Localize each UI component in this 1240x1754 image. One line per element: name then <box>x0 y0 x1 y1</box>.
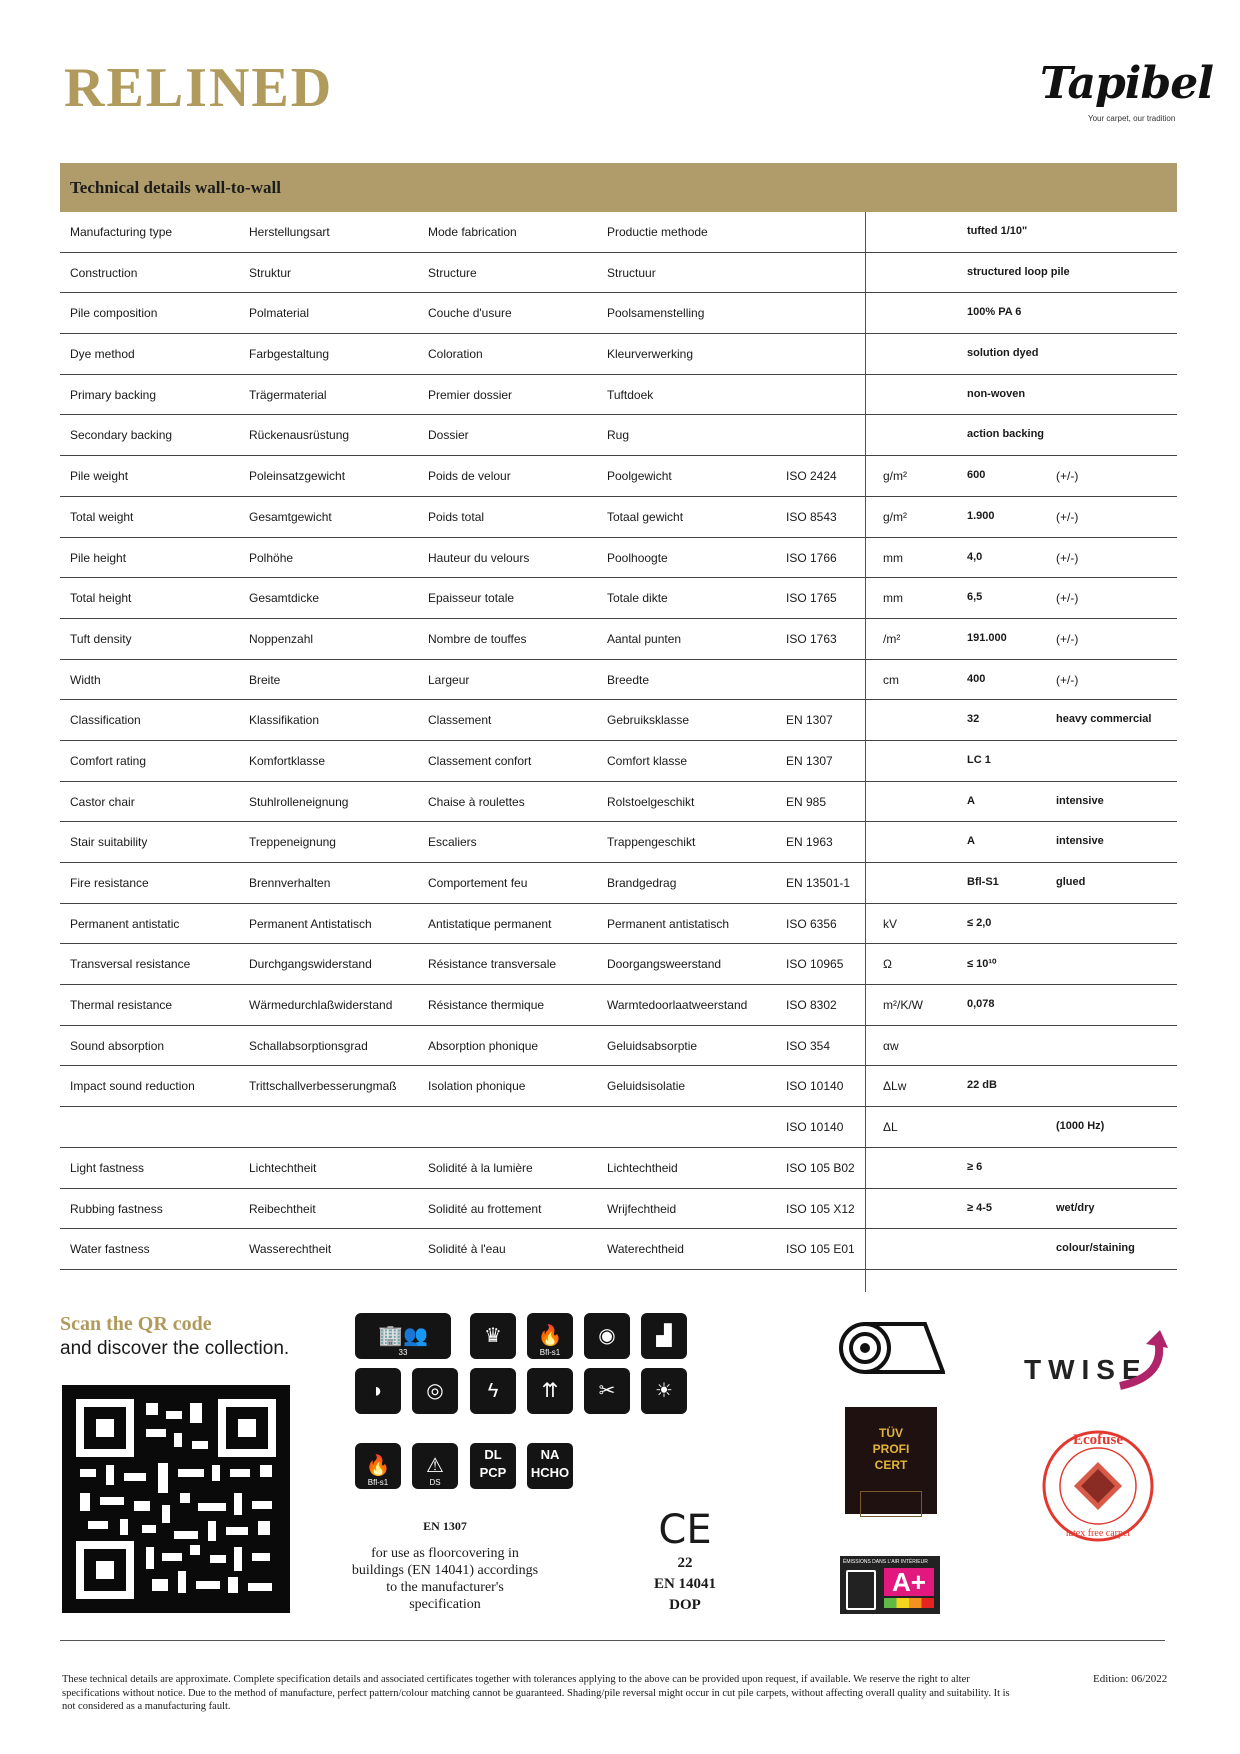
table-row <box>60 212 1177 253</box>
cell-fr: Escaliers <box>428 835 477 850</box>
cell-fr: Comportement feu <box>428 876 528 890</box>
table-row <box>60 822 1177 863</box>
cell-norm: ISO 105 B02 <box>786 1160 855 1175</box>
cell-note: intensive <box>1056 835 1104 848</box>
cell-nl: Poolgewicht <box>607 469 672 484</box>
cell-value: 32 <box>967 713 980 726</box>
cell-en: Comfort rating <box>70 753 147 768</box>
cell-de: Polhöhe <box>249 550 294 565</box>
cell-value: ≥ 4-5 <box>967 1201 992 1214</box>
cell-en: Thermal resistance <box>70 998 173 1013</box>
cell-unit: cm <box>883 672 899 687</box>
collection-title: RELINED <box>64 57 334 119</box>
cell-fr: Résistance thermique <box>428 998 545 1013</box>
cell-unit: Ω <box>883 957 892 972</box>
cell-de: Struktur <box>249 265 292 280</box>
cell-nl: Lichtechtheid <box>607 1160 678 1175</box>
cell-unit: g/m² <box>883 469 907 484</box>
cell-value: 400 <box>967 672 986 685</box>
cell-nl: Poolhoogte <box>607 550 668 565</box>
cell-fr: Poids total <box>428 509 485 524</box>
slip-resistance-icon: ⚠ DS <box>412 1443 458 1489</box>
table-row <box>60 904 1177 945</box>
cell-de: Poleinsatzgewicht <box>249 469 346 484</box>
underfloor-heating-icon: ⇈ <box>527 1368 573 1414</box>
cell-nl: Kleurverwerking <box>607 347 694 362</box>
cell-norm: ISO 8302 <box>786 998 837 1013</box>
cell-de: Lichtechtheit <box>249 1160 317 1175</box>
cell-fr: Mode fabrication <box>428 225 517 239</box>
cell-en: Primary backing <box>70 387 157 402</box>
light-fastness-icon: ☀ <box>641 1368 687 1414</box>
cell-nl: Comfort klasse <box>607 753 688 768</box>
cell-en: Transversal resistance <box>70 957 191 972</box>
table-row <box>60 578 1177 619</box>
cell-norm: EN 1963 <box>786 835 833 850</box>
cell-de: Permanent Antistatisch <box>249 916 372 931</box>
cell-en: Fire resistance <box>70 876 149 890</box>
cell-note: (+/-) <box>1056 469 1079 484</box>
cell-en: Permanent antistatic <box>70 916 180 931</box>
cell-fr: Couche d'usure <box>428 306 512 321</box>
spec-table <box>60 212 1177 1270</box>
table-row <box>60 1189 1177 1230</box>
cell-en: Dye method <box>70 347 135 362</box>
table-row <box>60 293 1177 334</box>
cell-note: glued <box>1056 876 1086 888</box>
cell-de: Gesamtgewicht <box>249 509 332 524</box>
cell-value: action backing <box>967 428 1045 441</box>
cell-en: Light fastness <box>70 1160 145 1175</box>
cell-fr: Résistance transversale <box>428 957 557 972</box>
cell-en: Pile weight <box>70 469 129 484</box>
cell-norm: ISO 10965 <box>786 957 844 972</box>
cell-unit: g/m² <box>883 509 907 524</box>
en-1307-text: for use as floorcovering in buildings (EN 14041) accordings to the manufacturer's specification <box>351 1546 539 1612</box>
cell-de: Stuhlrolleneignung <box>249 794 349 809</box>
cell-en: Castor chair <box>70 794 135 809</box>
cell-norm: ISO 10140 <box>786 1120 844 1135</box>
cell-value: 6,5 <box>967 591 983 604</box>
wall-to-wall-roll-icon <box>835 1318 945 1380</box>
cell-fr: Absorption phonique <box>428 1038 539 1053</box>
table-row <box>60 782 1177 823</box>
cell-norm: ISO 1763 <box>786 631 837 646</box>
cell-en: Pile composition <box>70 306 158 321</box>
cell-en: Manufacturing type <box>70 225 173 239</box>
brand-tagline: Your carpet, our tradition <box>1088 114 1176 123</box>
cell-value: LC 1 <box>967 753 991 766</box>
brand-name: Tapibel <box>1040 58 1213 109</box>
cell-norm: ISO 8543 <box>786 509 837 524</box>
cell-value: 4,0 <box>967 550 983 563</box>
ce-year: 22 <box>677 1555 693 1571</box>
table-row <box>60 1229 1177 1270</box>
cell-de: Schallabsorptionsgrad <box>249 1038 368 1053</box>
cell-de: Brennverhalten <box>249 876 331 890</box>
cell-fr: Premier dossier <box>428 387 513 402</box>
cell-de: Noppenzahl <box>249 631 314 646</box>
cell-norm: ISO 10140 <box>786 1079 844 1094</box>
table-header-bar <box>60 163 1177 212</box>
cell-note: (+/-) <box>1056 631 1079 646</box>
ecofuse-sub: latex free carpet <box>1065 1528 1131 1539</box>
cell-value: ≥ 6 <box>967 1160 983 1173</box>
cell-nl: Tuftdoek <box>607 387 654 402</box>
cell-unit: mm <box>883 550 903 565</box>
cell-value: 191.000 <box>967 631 1007 644</box>
castor-chair-icon: ◉ <box>584 1313 630 1359</box>
cell-fr: Largeur <box>428 672 470 687</box>
cell-fr: Dossier <box>428 428 469 443</box>
twise-logo: TWISE <box>1024 1354 1148 1385</box>
cell-nl: Waterechtheid <box>607 1242 684 1257</box>
cell-en: Total weight <box>70 509 134 524</box>
ecofuse-badge <box>1040 1428 1156 1544</box>
qr-code-graphic <box>62 1385 290 1613</box>
antistatic-icon: ϟ <box>470 1368 516 1414</box>
impact-sound-icon: ◎ <box>412 1368 458 1414</box>
footer-divider <box>60 1640 1165 1641</box>
cell-unit: /m² <box>883 631 901 646</box>
cell-nl: Geluidsisolatie <box>607 1079 686 1094</box>
cell-nl: Productie methode <box>607 225 708 239</box>
cell-de: Reibechtheit <box>249 1201 316 1216</box>
cell-fr: Antistatique permanent <box>428 916 552 931</box>
table-row <box>60 538 1177 579</box>
qr-code[interactable] <box>62 1385 290 1613</box>
cell-norm: ISO 2424 <box>786 469 837 484</box>
cell-value: ≤ 10¹⁰ <box>967 958 997 971</box>
en-1307-title: EN 1307 <box>423 1519 467 1533</box>
cell-en: Tuft density <box>70 631 132 646</box>
stairs-icon: ▟ <box>641 1313 687 1359</box>
cell-en: Stair suitability <box>70 835 148 850</box>
cell-fr: Coloration <box>428 347 483 362</box>
cell-fr: Isolation phonique <box>428 1079 526 1094</box>
cell-de: Wärmedurchlaßwiderstand <box>249 998 393 1013</box>
cell-de: Breite <box>249 672 281 687</box>
cell-en: Width <box>70 672 101 687</box>
table-title: Technical details wall-to-wall <box>70 178 281 197</box>
cell-nl: Permanent antistatisch <box>607 916 730 931</box>
cell-nl: Poolsamenstelling <box>607 306 705 321</box>
cell-norm: ISO 105 X12 <box>786 1201 855 1216</box>
table-row <box>60 985 1177 1026</box>
tapibel-logo <box>1040 58 1213 128</box>
cell-norm: ISO 1766 <box>786 550 837 565</box>
cell-nl: Wrijfechtheid <box>607 1201 677 1216</box>
qr-title: Scan the QR code <box>60 1313 212 1335</box>
cell-de: Trittschallverbesserungmaß <box>249 1079 397 1094</box>
cell-en: Classification <box>70 713 141 728</box>
cell-nl: Geluidsabsorptie <box>607 1038 698 1053</box>
cell-unit: ΔLw <box>883 1079 907 1094</box>
cell-note: (+/-) <box>1056 591 1079 606</box>
cell-fr: Solidité au frottement <box>428 1201 542 1216</box>
cell-value: solution dyed <box>967 347 1039 360</box>
cell-nl: Gebruiksklasse <box>607 713 690 728</box>
cell-value: ≤ 2,0 <box>967 916 992 929</box>
ce-norm: EN 14041 <box>653 1576 717 1592</box>
cell-note: wet/dry <box>1056 1201 1095 1214</box>
cell-nl: Warmtedoorlaatweerstand <box>607 998 748 1013</box>
cell-unit: kV <box>883 916 898 931</box>
cell-en: Rubbing fastness <box>70 1201 163 1216</box>
sound-icon: ◗ <box>355 1368 401 1414</box>
cell-de: Klassifikation <box>249 713 320 728</box>
cell-de: Komfortklasse <box>249 753 326 768</box>
cell-de: Herstellungsart <box>249 225 330 239</box>
comfort-icon: ♛ <box>470 1313 516 1359</box>
cell-value: structured loop pile <box>967 265 1070 278</box>
cell-note: (+/-) <box>1056 550 1079 565</box>
table-row <box>60 1026 1177 1067</box>
fire-icon: 🔥 Bfl-s1 <box>527 1313 573 1359</box>
cell-nl: Trappengeschikt <box>607 835 696 850</box>
cell-norm: ISO 1765 <box>786 591 837 606</box>
qr-subtitle: and discover the collection. <box>60 1338 290 1359</box>
en-1307-block <box>350 1518 540 1613</box>
table-row <box>60 375 1177 416</box>
cell-en: Impact sound reduction <box>70 1079 195 1094</box>
table-row <box>60 253 1177 294</box>
cell-fr: Classement <box>428 713 492 728</box>
cell-unit: αw <box>883 1038 899 1053</box>
twise-arrow-icon <box>1110 1326 1170 1392</box>
cell-unit: m²/K/W <box>883 998 923 1013</box>
cell-de: Durchgangswiderstand <box>249 957 372 972</box>
table-row <box>60 660 1177 701</box>
cell-value: non-woven <box>967 387 1026 400</box>
footer-disclaimer: These technical details are approximate. Complete specification details and associated certificates together with tolerances applying to the above can be provided upon request, if available. We reserve the right to alter specifications without notice. Due to the method of manufacture, perfect pattern/colour matching cannot be guaranteed. Shading/pile reversal might occur in cut pile carpets, without affecting overall quality and suitability. It is not considered as a manufacturing fault. <box>62 1674 1010 1712</box>
cell-unit: ΔL <box>883 1120 898 1135</box>
cell-norm: EN 13501-1 <box>786 876 851 890</box>
table-row <box>60 1066 1177 1107</box>
cell-fr: Solidité à la lumière <box>428 1160 533 1175</box>
cell-fr: Hauteur du velours <box>428 550 530 565</box>
table-row <box>60 456 1177 497</box>
cell-norm: ISO 105 E01 <box>786 1242 855 1257</box>
table-row <box>60 944 1177 985</box>
cell-note: colour/staining <box>1056 1242 1135 1255</box>
table-row <box>60 334 1177 375</box>
cell-value: 600 <box>967 469 986 482</box>
cell-de: Trägermaterial <box>249 387 327 402</box>
cell-fr: Chaise à roulettes <box>428 794 525 809</box>
cell-fr: Nombre de touffes <box>428 631 527 646</box>
cell-note: intensive <box>1056 794 1104 807</box>
cell-nl: Brandgedrag <box>607 876 677 890</box>
table-row <box>60 497 1177 538</box>
cell-de: Farbgestaltung <box>249 347 330 362</box>
na-hcho-icon: NA HCHO <box>527 1443 573 1489</box>
cell-norm: EN 985 <box>786 794 827 809</box>
cell-de: Gesamtdicke <box>249 591 320 606</box>
cell-value: 100% PA 6 <box>967 306 1022 319</box>
table-row <box>60 741 1177 782</box>
cut-icon: ✂ <box>584 1368 630 1414</box>
dl-pcp-icon: DL PCP <box>470 1443 516 1489</box>
cell-nl: Structuur <box>607 265 656 280</box>
commercial-use-icon: 🏢👥 33 <box>355 1313 451 1359</box>
cell-nl: Aantal punten <box>607 631 682 646</box>
ce-mark-icon: CE <box>658 1507 712 1553</box>
cell-value: 0,078 <box>967 998 995 1011</box>
cell-de: Rückenausrüstung <box>249 428 350 443</box>
cell-en: Construction <box>70 265 138 280</box>
ce-block <box>630 1507 740 1616</box>
cell-en: Water fastness <box>70 1242 150 1257</box>
cell-value: tufted 1/10" <box>967 225 1028 237</box>
cell-value: A <box>967 794 975 807</box>
cell-unit: mm <box>883 591 903 606</box>
fire-class-icon: 🔥 Bfl-s1 <box>355 1443 401 1489</box>
cell-en: Pile height <box>70 550 127 565</box>
cell-nl: Breedte <box>607 672 650 687</box>
cell-norm: EN 1307 <box>786 713 833 728</box>
cell-en: Total height <box>70 591 132 606</box>
cell-de: Wasserechtheit <box>249 1242 332 1257</box>
cell-note: heavy commercial <box>1056 713 1152 726</box>
cell-value: 22 dB <box>967 1079 997 1092</box>
cell-fr: Poids de velour <box>428 469 511 484</box>
cell-nl: Rug <box>607 428 630 443</box>
cell-value: 1.900 <box>967 509 995 522</box>
cell-nl: Rolstoelgeschikt <box>607 794 695 809</box>
ecofuse-label: Ecofuse <box>1073 1432 1123 1448</box>
ce-dop: DOP <box>669 1597 701 1613</box>
edition-label: Edition: 06/2022 <box>1093 1673 1168 1685</box>
cell-fr: Structure <box>428 265 477 280</box>
cell-de: Polmaterial <box>249 306 310 321</box>
table-row <box>60 700 1177 741</box>
cell-norm: EN 1307 <box>786 753 833 768</box>
cell-norm: ISO 354 <box>786 1038 831 1053</box>
cell-fr: Solidité à l'eau <box>428 1242 506 1257</box>
table-row <box>60 1107 1177 1148</box>
cell-fr: Epaisseur totale <box>428 591 515 606</box>
cell-note: (+/-) <box>1056 672 1079 687</box>
cell-note: (+/-) <box>1056 509 1079 524</box>
cell-nl: Totale dikte <box>607 591 668 606</box>
table-row <box>60 619 1177 660</box>
indoor-emissions-badge: ÉMISSIONS DANS L'AIR INTÉRIEUR A+ <box>840 1556 940 1614</box>
cell-en: Secondary backing <box>70 428 173 443</box>
table-row <box>60 415 1177 456</box>
table-row <box>60 863 1177 904</box>
cell-fr: Classement confort <box>428 753 532 768</box>
cell-norm: ISO 6356 <box>786 916 837 931</box>
cell-value: A <box>967 835 975 848</box>
cell-de: Treppeneignung <box>249 835 336 850</box>
tuv-profi-cert-badge: TÜV PROFI CERT <box>845 1407 937 1514</box>
cell-en: Sound absorption <box>70 1038 165 1053</box>
cell-nl: Doorgangsweerstand <box>607 957 722 972</box>
cell-note: (1000 Hz) <box>1056 1120 1105 1133</box>
cell-value: Bfl-S1 <box>967 876 999 888</box>
cell-nl: Totaal gewicht <box>607 509 684 524</box>
table-row <box>60 1148 1177 1189</box>
